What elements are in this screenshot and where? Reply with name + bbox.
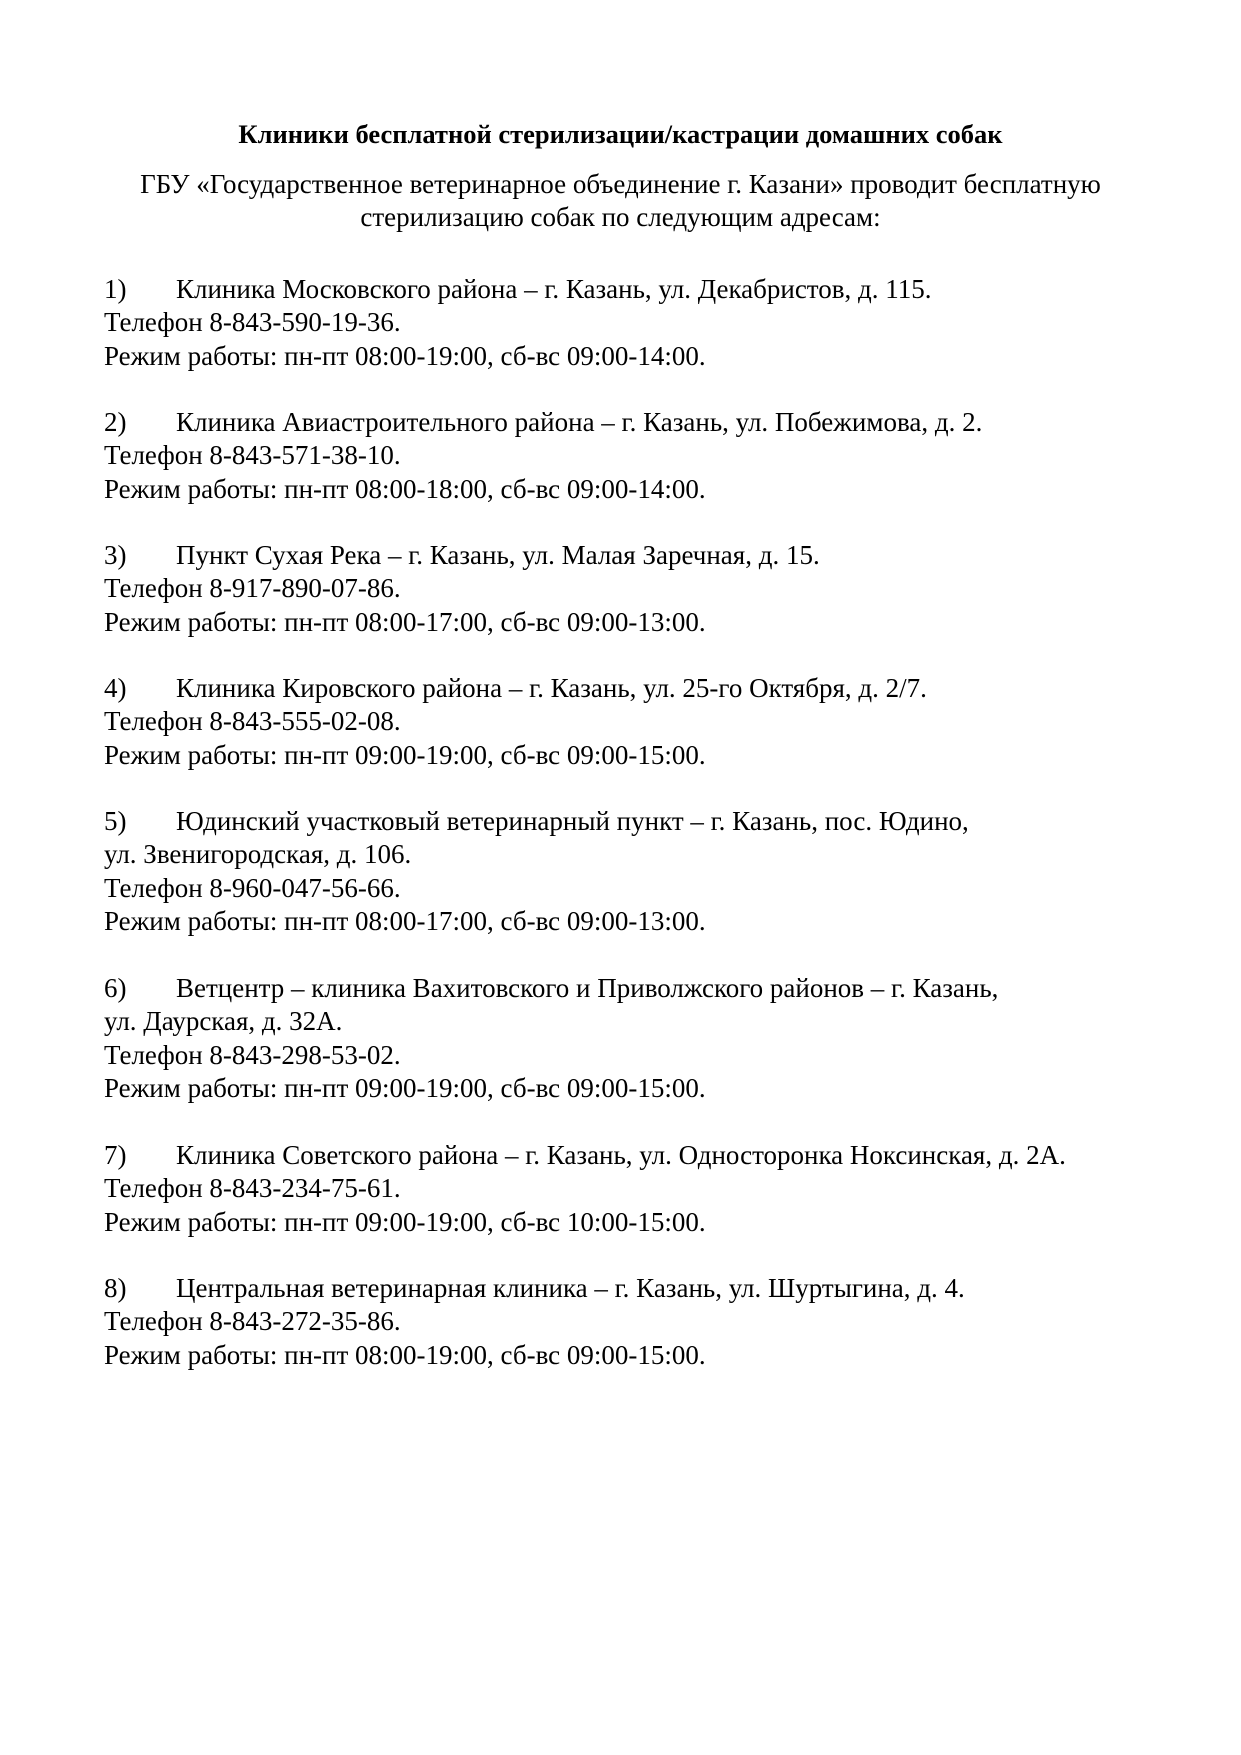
clinic-entry-2 [104, 406, 1164, 506]
clinic-entry-7 [104, 1139, 1164, 1239]
entry-address: Клиника Авиастроительного района – г. Казань, ул. Побежимова, д. 2. [176, 407, 983, 437]
entry-hours: Режим работы: пн-пт 08:00-17:00, сб-вс 09:00-13:00. [104, 906, 706, 937]
entry-heading-line [104, 406, 1164, 439]
entry-phone: Телефон 8-843-555-02-08. [104, 706, 401, 737]
entry-number: 8) [104, 1273, 127, 1303]
entry-heading-line [104, 805, 1164, 838]
document-title: Клиники бесплатной стерилизации/кастрации домашних собак [238, 119, 1003, 149]
entry-address: Юдинский участковый ветеринарный пункт – г. Казань, пос. Юдино, [176, 806, 969, 836]
entry-number: 4) [104, 673, 127, 703]
entry-heading-line [104, 539, 1164, 572]
intro-paragraph [90, 168, 1151, 235]
entry-number: 3) [104, 540, 127, 570]
entry-number: 2) [104, 407, 127, 437]
entry-hours: Режим работы: пн-пт 09:00-19:00, сб-вс 09:00-15:00. [104, 1073, 706, 1104]
entry-heading-line [104, 972, 1164, 1005]
entry-hours: Режим работы: пн-пт 08:00-19:00, сб-вс 09:00-15:00. [104, 1339, 706, 1370]
entry-address: Пункт Сухая Река – г. Казань, ул. Малая Заречная, д. 15. [176, 540, 820, 570]
entry-phone: Телефон 8-960-047-56-66. [104, 872, 401, 903]
entry-hours: Режим работы: пн-пт 08:00-17:00, сб-вс 09:00-13:00. [104, 606, 706, 637]
entry-address: Центральная ветеринарная клиника – г. Казань, ул. Шуртыгина, д. 4. [176, 1273, 965, 1303]
intro-line: стерилизацию собак по следующим адресам: [360, 202, 881, 233]
entry-phone: Телефон 8-843-298-53-02. [104, 1039, 401, 1070]
entry-number: 6) [104, 973, 127, 1003]
entry-address: Ветцентр – клиника Вахитовского и Приволжского районов – г. Казань, [176, 973, 999, 1003]
clinic-entry-6 [104, 972, 1164, 1106]
entry-hours: Режим работы: пн-пт 08:00-18:00, сб-вс 09:00-14:00. [104, 473, 706, 504]
entry-number: 7) [104, 1140, 127, 1170]
clinic-entry-1 [104, 273, 1164, 373]
entry-heading-line [104, 672, 1164, 705]
entry-hours: Режим работы: пн-пт 09:00-19:00, сб-вс 09:00-15:00. [104, 739, 706, 770]
intro-line: ГБУ «Государственное ветеринарное объединение г. Казани» проводит бесплатную [140, 169, 1101, 199]
entry-phone: Телефон 8-843-590-19-36. [104, 307, 401, 338]
entry-address: Клиника Московского района – г. Казань, ул. Декабристов, д. 115. [176, 274, 932, 304]
clinic-entry-3 [104, 539, 1164, 639]
entry-phone: Телефон 8-843-272-35-86. [104, 1306, 401, 1337]
clinic-entry-4 [104, 672, 1164, 772]
entry-address-continued: ул. Даурская, д. 32А. [104, 1006, 343, 1037]
clinic-entry-8 [104, 1272, 1164, 1372]
entry-phone: Телефон 8-843-234-75-61. [104, 1173, 401, 1204]
entry-heading-line [104, 1272, 1164, 1305]
entry-address: Клиника Кировского района – г. Казань, ул. 25-го Октября, д. 2/7. [176, 673, 927, 703]
entry-hours: Режим работы: пн-пт 09:00-19:00, сб-вс 10:00-15:00. [104, 1206, 706, 1237]
entry-phone: Телефон 8-917-890-07-86. [104, 573, 401, 604]
entry-address: Клиника Советского района – г. Казань, ул. Односторонка Ноксинская, д. 2А. [176, 1140, 1066, 1170]
entry-number: 5) [104, 806, 127, 836]
entry-number: 1) [104, 274, 127, 304]
entry-phone: Телефон 8-843-571-38-10. [104, 440, 401, 471]
entry-heading-line [104, 273, 1164, 306]
entry-address-continued: ул. Звенигородская, д. 106. [104, 839, 412, 870]
entry-heading-line [104, 1139, 1164, 1172]
entry-hours: Режим работы: пн-пт 08:00-19:00, сб-вс 09:00-14:00. [104, 340, 706, 371]
clinic-entry-5 [104, 805, 1164, 939]
